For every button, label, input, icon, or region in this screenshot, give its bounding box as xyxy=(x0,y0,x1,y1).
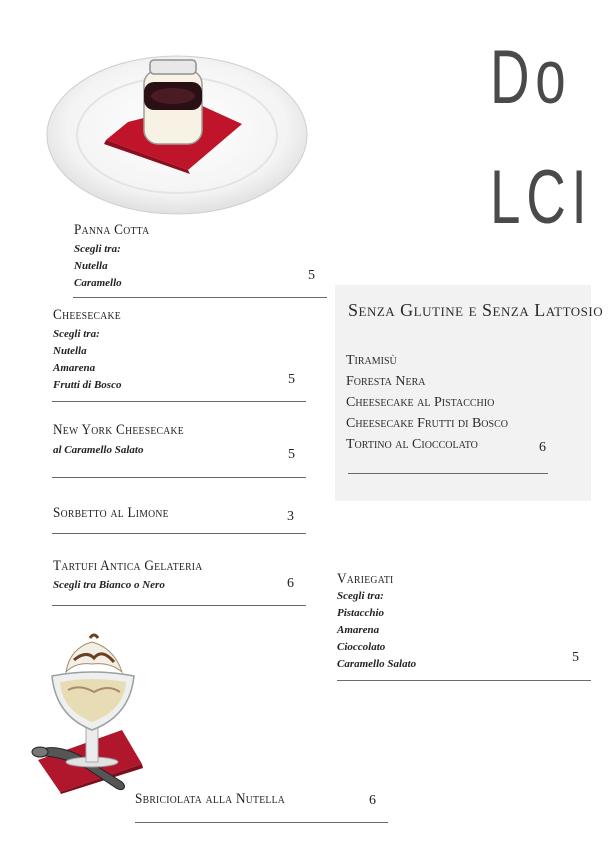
option: Caramello xyxy=(74,277,122,289)
divider xyxy=(348,473,548,474)
option: Scegli tra: xyxy=(53,328,100,340)
item-panna-cotta-price: 5 xyxy=(308,268,315,283)
item-variegati-options xyxy=(337,588,416,673)
item-cheesecake-options xyxy=(53,326,121,394)
item-cheesecake-name: Cheesecake xyxy=(53,307,121,323)
option: Scegli tra Bianco o Nero xyxy=(53,579,165,591)
item-cheesecake-price: 5 xyxy=(288,372,295,387)
option: Frutti di Bosco xyxy=(53,379,122,391)
item-tartufi-options xyxy=(53,577,165,594)
page-title-line2: LCI xyxy=(490,155,593,240)
item-panna-cotta-name: Panna Cotta xyxy=(74,222,150,238)
gluten-free-item: Cheesecake al Pistacchio xyxy=(346,395,495,410)
panna-cotta-photo xyxy=(46,52,311,217)
item-new-york-options xyxy=(53,442,143,459)
item-new-york-price: 5 xyxy=(288,447,295,462)
item-sorbetto-name: Sorbetto al Limone xyxy=(53,505,169,521)
option: Amarena xyxy=(337,624,380,636)
gluten-free-item: Cheesecake Frutti di Bosco xyxy=(346,416,508,431)
item-panna-cotta-options xyxy=(74,241,122,292)
option: Amarena xyxy=(53,362,96,374)
page-title-line1: Do xyxy=(490,35,572,120)
option: Pistacchio xyxy=(337,607,385,619)
option: Nutella xyxy=(53,345,87,357)
option: Caramello Salato xyxy=(337,658,417,670)
item-new-york-name: New York Cheesecake xyxy=(53,422,184,438)
divider xyxy=(52,533,306,534)
divider xyxy=(52,477,306,478)
item-tartufi-price: 6 xyxy=(287,576,294,591)
item-variegati-price: 5 xyxy=(572,650,579,665)
gluten-free-list xyxy=(346,350,508,455)
option: Scegli tra: xyxy=(337,590,384,602)
gluten-free-title: Senza Glutine e Senza Lattosio xyxy=(348,300,604,320)
option: Cioccolato xyxy=(337,641,386,653)
item-sbriciolata-name: Sbriciolata alla Nutella xyxy=(135,791,286,807)
divider xyxy=(73,297,327,298)
option: Scegli tra: xyxy=(74,243,121,255)
item-sorbetto-price: 3 xyxy=(287,509,294,524)
divider xyxy=(135,822,388,823)
option: Nutella xyxy=(74,260,108,272)
ice-cream-photo xyxy=(30,632,150,794)
divider xyxy=(52,401,306,402)
gluten-free-item: Tortino al Cioccolato xyxy=(346,437,478,452)
gluten-free-item: Tiramisù xyxy=(346,353,397,368)
item-sbriciolata-price: 6 xyxy=(369,793,376,808)
divider xyxy=(337,680,591,681)
gluten-free-item: Foresta Nera xyxy=(346,374,426,389)
item-tartufi-name: Tartufi Antica Gelateria xyxy=(53,558,203,574)
option: al Caramello Salato xyxy=(53,444,144,456)
gluten-free-price: 6 xyxy=(539,440,546,455)
divider xyxy=(52,605,306,606)
item-variegati-name: Variegati xyxy=(337,571,394,587)
